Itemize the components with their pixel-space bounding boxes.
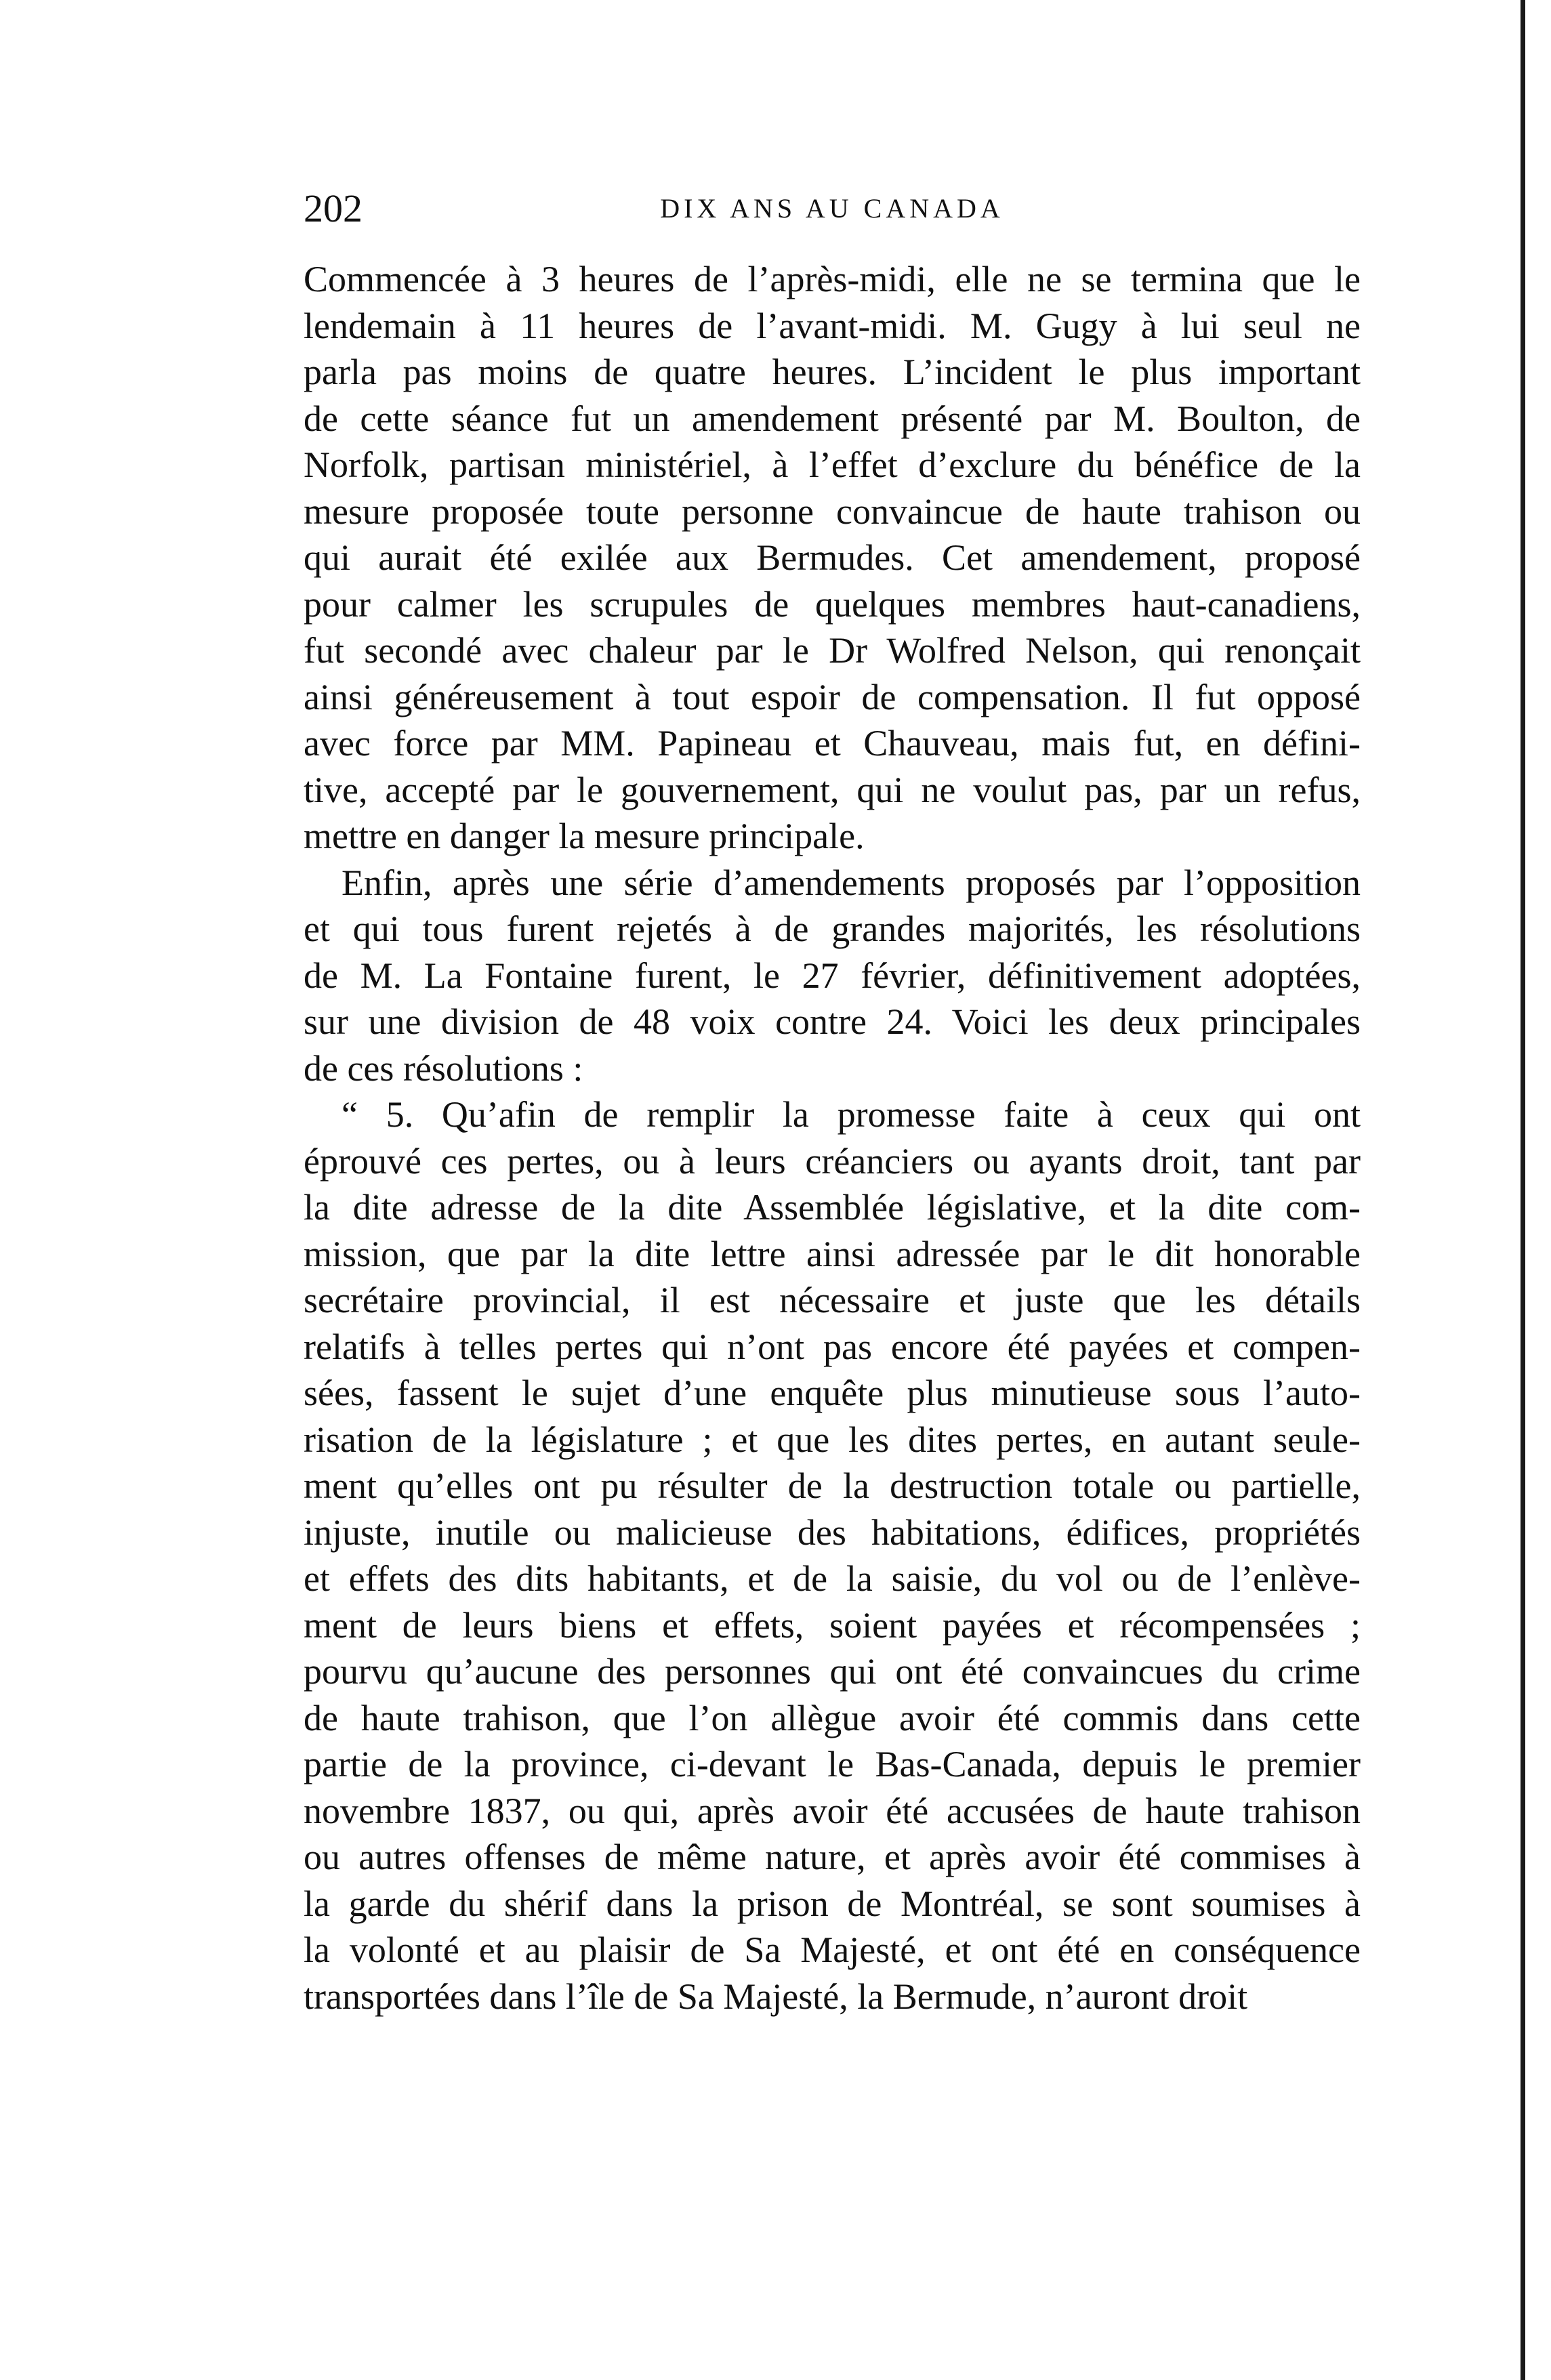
paragraph-3-resolution <box>304 1091 1361 2020</box>
text-line: mission, que par la dite lettre ainsi adressée par le dit honorable <box>304 1233 1361 1274</box>
text-line: “ 5. Qu’afin de remplir la promesse faite à ceux qui ont <box>342 1094 1361 1135</box>
paragraph-1 <box>304 256 1361 860</box>
text-line: tive, accepté par le gouvernement, qui ne voulut pas, par un refus, <box>304 769 1361 810</box>
text-line: transportées dans l’île de Sa Majesté, la Bermude, n’auront droit <box>304 1976 1248 2017</box>
page-number: 202 <box>304 186 363 230</box>
body-text <box>304 256 1361 2020</box>
text-line: relatifs à telles pertes qui n’ont pas encore été payées et compen- <box>304 1326 1361 1367</box>
text-line: de M. La Fontaine furent, le 27 février, définitivement adoptées, <box>304 955 1361 996</box>
text-line: ment qu’elles ont pu résulter de la destruction totale ou partielle, <box>304 1465 1361 1506</box>
text-line: sur une division de 48 voix contre 24. Voici les deux principales <box>304 1001 1361 1042</box>
text-line: avec force par MM. Papineau et Chauveau, mais fut, en défini- <box>304 723 1361 764</box>
text-line: et effets des dits habitants, et de la saisie, du vol ou de l’enlève- <box>304 1558 1361 1599</box>
text-line: secrétaire provincial, il est nécessaire et juste que les détails <box>304 1280 1361 1320</box>
text-line: partie de la province, ci-devant le Bas-Canada, depuis le premier <box>304 1744 1361 1784</box>
text-line: ment de leurs biens et effets, soient payées et récompensées ; <box>304 1604 1361 1646</box>
text-line: Commencée à 3 heures de l’après-midi, elle ne se termina que le <box>304 259 1361 299</box>
paragraph-2 <box>304 860 1361 1092</box>
text-line: Enfin, après une série d’amendements proposés par l’opposition <box>342 862 1361 903</box>
text-line: pourvu qu’aucune des personnes qui ont été convaincues du crime <box>304 1651 1361 1692</box>
text-line: mettre en danger la mesure principale. <box>304 816 865 856</box>
text-line: la volonté et au plaisir de Sa Majesté, et ont été en conséquence <box>304 1929 1361 1970</box>
text-line: de ces résolutions : <box>304 1047 583 1089</box>
text-line: fut secondé avec chaleur par le Dr Wolfred Nelson, qui renonçait <box>304 630 1361 671</box>
text-line: ainsi généreusement à tout espoir de compensation. Il fut opposé <box>304 676 1361 717</box>
running-title: DIX ANS AU CANADA <box>660 193 1004 224</box>
text-line: risation de la législature ; et que les dites pertes, en autant seule- <box>304 1419 1361 1460</box>
text-line: injuste, inutile ou malicieuse des habitations, édifices, propriétés <box>304 1511 1361 1553</box>
text-line: mesure proposée toute personne convaincue de haute trahison ou <box>304 490 1361 532</box>
text-line: et qui tous furent rejetés à de grandes majorités, les résolutions <box>304 909 1361 949</box>
text-line: novembre 1837, ou qui, après avoir été accusées de haute trahison <box>304 1790 1361 1831</box>
text-line: de cette séance fut un amendement présenté par M. Boulton, de <box>304 398 1361 439</box>
text-line: sées, fassent le sujet d’une enquête plus minutieuse sous l’auto- <box>304 1373 1361 1413</box>
text-line: la dite adresse de la dite Assemblée législative, et la dite com- <box>304 1187 1361 1228</box>
text-line: ou autres offenses de même nature, et après avoir été commises à <box>304 1837 1361 1877</box>
text-line: qui aurait été exilée aux Bermudes. Cet amendement, proposé <box>304 537 1361 578</box>
text-line: parla pas moins de quatre heures. L’incident le plus important <box>304 352 1361 392</box>
page-edge-line <box>1521 0 1525 2380</box>
page-header <box>304 182 1361 236</box>
text-line: de haute trahison, que l’on allègue avoir été commis dans cette <box>304 1697 1361 1738</box>
text-line: lendemain à 11 heures de l’avant-midi. M. Gugy à lui seul ne <box>304 305 1361 346</box>
text-line: la garde du shérif dans la prison de Montréal, se sont soumises à <box>304 1883 1361 1924</box>
text-line: pour calmer les scrupules de quelques membres haut-canadiens, <box>304 583 1361 625</box>
text-line: Norfolk, partisan ministériel, à l’effet d’exclure du bénéfice de la <box>304 444 1361 485</box>
text-line: éprouvé ces pertes, ou à leurs créanciers ou ayants droit, tant par <box>304 1140 1361 1182</box>
